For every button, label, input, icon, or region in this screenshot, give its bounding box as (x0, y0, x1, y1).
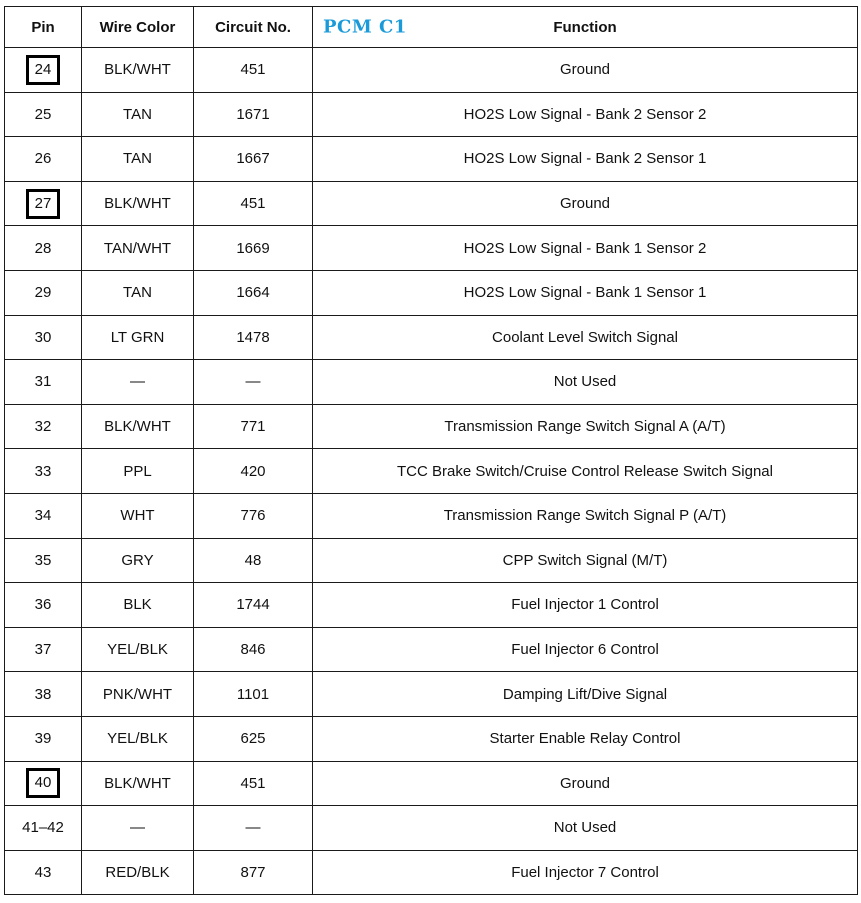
table-row (5, 493, 858, 538)
table-row (5, 538, 858, 583)
pin-cell (5, 627, 82, 672)
pin-number: 31 (34, 373, 52, 391)
wire-color-cell: LT GRN (82, 315, 194, 360)
function-cell: Transmission Range Switch Signal A (A/T) (313, 404, 858, 449)
header-function: Function (553, 18, 617, 36)
table-row (5, 92, 858, 137)
function-cell: Transmission Range Switch Signal P (A/T) (313, 493, 858, 538)
pin-cell (5, 716, 82, 761)
circuit-number-cell: 420 (194, 449, 313, 494)
table-row (5, 850, 858, 895)
function-cell: HO2S Low Signal - Bank 2 Sensor 2 (313, 92, 858, 137)
section-title: PCM C1 (323, 16, 407, 38)
table-row (5, 449, 858, 494)
pin-cell (5, 449, 82, 494)
function-cell: CPP Switch Signal (M/T) (313, 538, 858, 583)
wire-color-cell: WHT (82, 493, 194, 538)
function-cell: Fuel Injector 7 Control (313, 850, 858, 895)
table-header (5, 7, 858, 48)
wire-color-cell: TAN (82, 137, 194, 182)
circuit-number-cell: 1667 (194, 137, 313, 182)
pin-cell (5, 270, 82, 315)
pin-cell (5, 360, 82, 405)
wire-color-cell: YEL/BLK (82, 627, 194, 672)
function-cell: HO2S Low Signal - Bank 1 Sensor 2 (313, 226, 858, 271)
pin-number-highlighted: 27 (26, 189, 61, 219)
wire-color-cell: PNK/WHT (82, 672, 194, 717)
table-row (5, 270, 858, 315)
function-cell: Ground (313, 181, 858, 226)
function-cell: Fuel Injector 1 Control (313, 583, 858, 628)
function-cell: TCC Brake Switch/Cruise Control Release Switch Signal (313, 449, 858, 494)
pin-number: 41–42 (22, 819, 64, 837)
table-row (5, 583, 858, 628)
table-row (5, 315, 858, 360)
pin-cell (5, 48, 82, 93)
circuit-number-cell: — (194, 806, 313, 851)
circuit-number-cell: 1744 (194, 583, 313, 628)
pin-cell (5, 538, 82, 583)
circuit-number-cell: 1669 (194, 226, 313, 271)
circuit-number-cell: 625 (194, 716, 313, 761)
table-row (5, 226, 858, 271)
pin-number: 38 (34, 685, 52, 703)
pin-number-highlighted: 40 (26, 768, 61, 798)
table-row (5, 404, 858, 449)
table-row (5, 806, 858, 851)
wire-color-cell: BLK/WHT (82, 404, 194, 449)
pin-number: 36 (34, 596, 52, 614)
circuit-number-cell: 451 (194, 761, 313, 806)
function-cell: Coolant Level Switch Signal (313, 315, 858, 360)
pin-number: 32 (34, 418, 52, 436)
circuit-number-cell: 1101 (194, 672, 313, 717)
pin-cell (5, 672, 82, 717)
header-row (5, 7, 858, 48)
circuit-number-cell: 776 (194, 493, 313, 538)
wire-color-cell: PPL (82, 449, 194, 494)
pin-number-highlighted: 24 (26, 55, 61, 85)
pin-number: 34 (34, 507, 52, 525)
pin-number: 37 (34, 641, 52, 659)
circuit-number-cell: 48 (194, 538, 313, 583)
wire-color-cell: RED/BLK (82, 850, 194, 895)
circuit-number-cell: 1478 (194, 315, 313, 360)
pin-number: 33 (34, 462, 52, 480)
wire-color-cell: — (82, 806, 194, 851)
pin-cell (5, 761, 82, 806)
pin-cell (5, 583, 82, 628)
pin-number: 29 (34, 284, 52, 302)
circuit-number-cell: 1664 (194, 270, 313, 315)
pin-number: 26 (34, 150, 52, 168)
pin-number: 28 (34, 239, 52, 257)
pin-cell (5, 806, 82, 851)
wire-color-cell: TAN (82, 92, 194, 137)
table-row (5, 627, 858, 672)
circuit-number-cell: 771 (194, 404, 313, 449)
table-row (5, 48, 858, 93)
header-function-cell (313, 7, 858, 48)
pin-cell (5, 181, 82, 226)
pin-cell (5, 137, 82, 182)
wire-color-cell: TAN/WHT (82, 226, 194, 271)
function-cell: HO2S Low Signal - Bank 1 Sensor 1 (313, 270, 858, 315)
header-wire-color: Wire Color (82, 7, 194, 48)
function-cell: Not Used (313, 806, 858, 851)
function-cell: Not Used (313, 360, 858, 405)
pin-number: 25 (34, 105, 52, 123)
header-pin: Pin (5, 7, 82, 48)
wire-color-cell: — (82, 360, 194, 405)
circuit-number-cell: — (194, 360, 313, 405)
function-cell: Ground (313, 761, 858, 806)
table-row (5, 716, 858, 761)
table-row (5, 181, 858, 226)
circuit-number-cell: 451 (194, 181, 313, 226)
pin-cell (5, 850, 82, 895)
function-cell: Fuel Injector 6 Control (313, 627, 858, 672)
pin-number: 30 (34, 328, 52, 346)
table-row (5, 761, 858, 806)
function-cell: Ground (313, 48, 858, 93)
wire-color-cell: TAN (82, 270, 194, 315)
circuit-number-cell: 877 (194, 850, 313, 895)
function-cell: Damping Lift/Dive Signal (313, 672, 858, 717)
wire-color-cell: YEL/BLK (82, 716, 194, 761)
pinout-table (4, 6, 858, 895)
table-row (5, 137, 858, 182)
pin-cell (5, 92, 82, 137)
circuit-number-cell: 846 (194, 627, 313, 672)
pin-cell (5, 226, 82, 271)
pin-cell (5, 315, 82, 360)
pin-cell (5, 404, 82, 449)
function-cell: HO2S Low Signal - Bank 2 Sensor 1 (313, 137, 858, 182)
pin-number: 43 (34, 863, 52, 881)
wire-color-cell: GRY (82, 538, 194, 583)
pin-number: 39 (34, 730, 52, 748)
pin-cell (5, 493, 82, 538)
wire-color-cell: BLK/WHT (82, 48, 194, 93)
function-cell: Starter Enable Relay Control (313, 716, 858, 761)
table-row (5, 360, 858, 405)
pin-number: 35 (34, 551, 52, 569)
header-circuit-no: Circuit No. (194, 7, 313, 48)
circuit-number-cell: 1671 (194, 92, 313, 137)
circuit-number-cell: 451 (194, 48, 313, 93)
table-body (5, 48, 858, 895)
wire-color-cell: BLK/WHT (82, 181, 194, 226)
table-row (5, 672, 858, 717)
wire-color-cell: BLK (82, 583, 194, 628)
wire-color-cell: BLK/WHT (82, 761, 194, 806)
